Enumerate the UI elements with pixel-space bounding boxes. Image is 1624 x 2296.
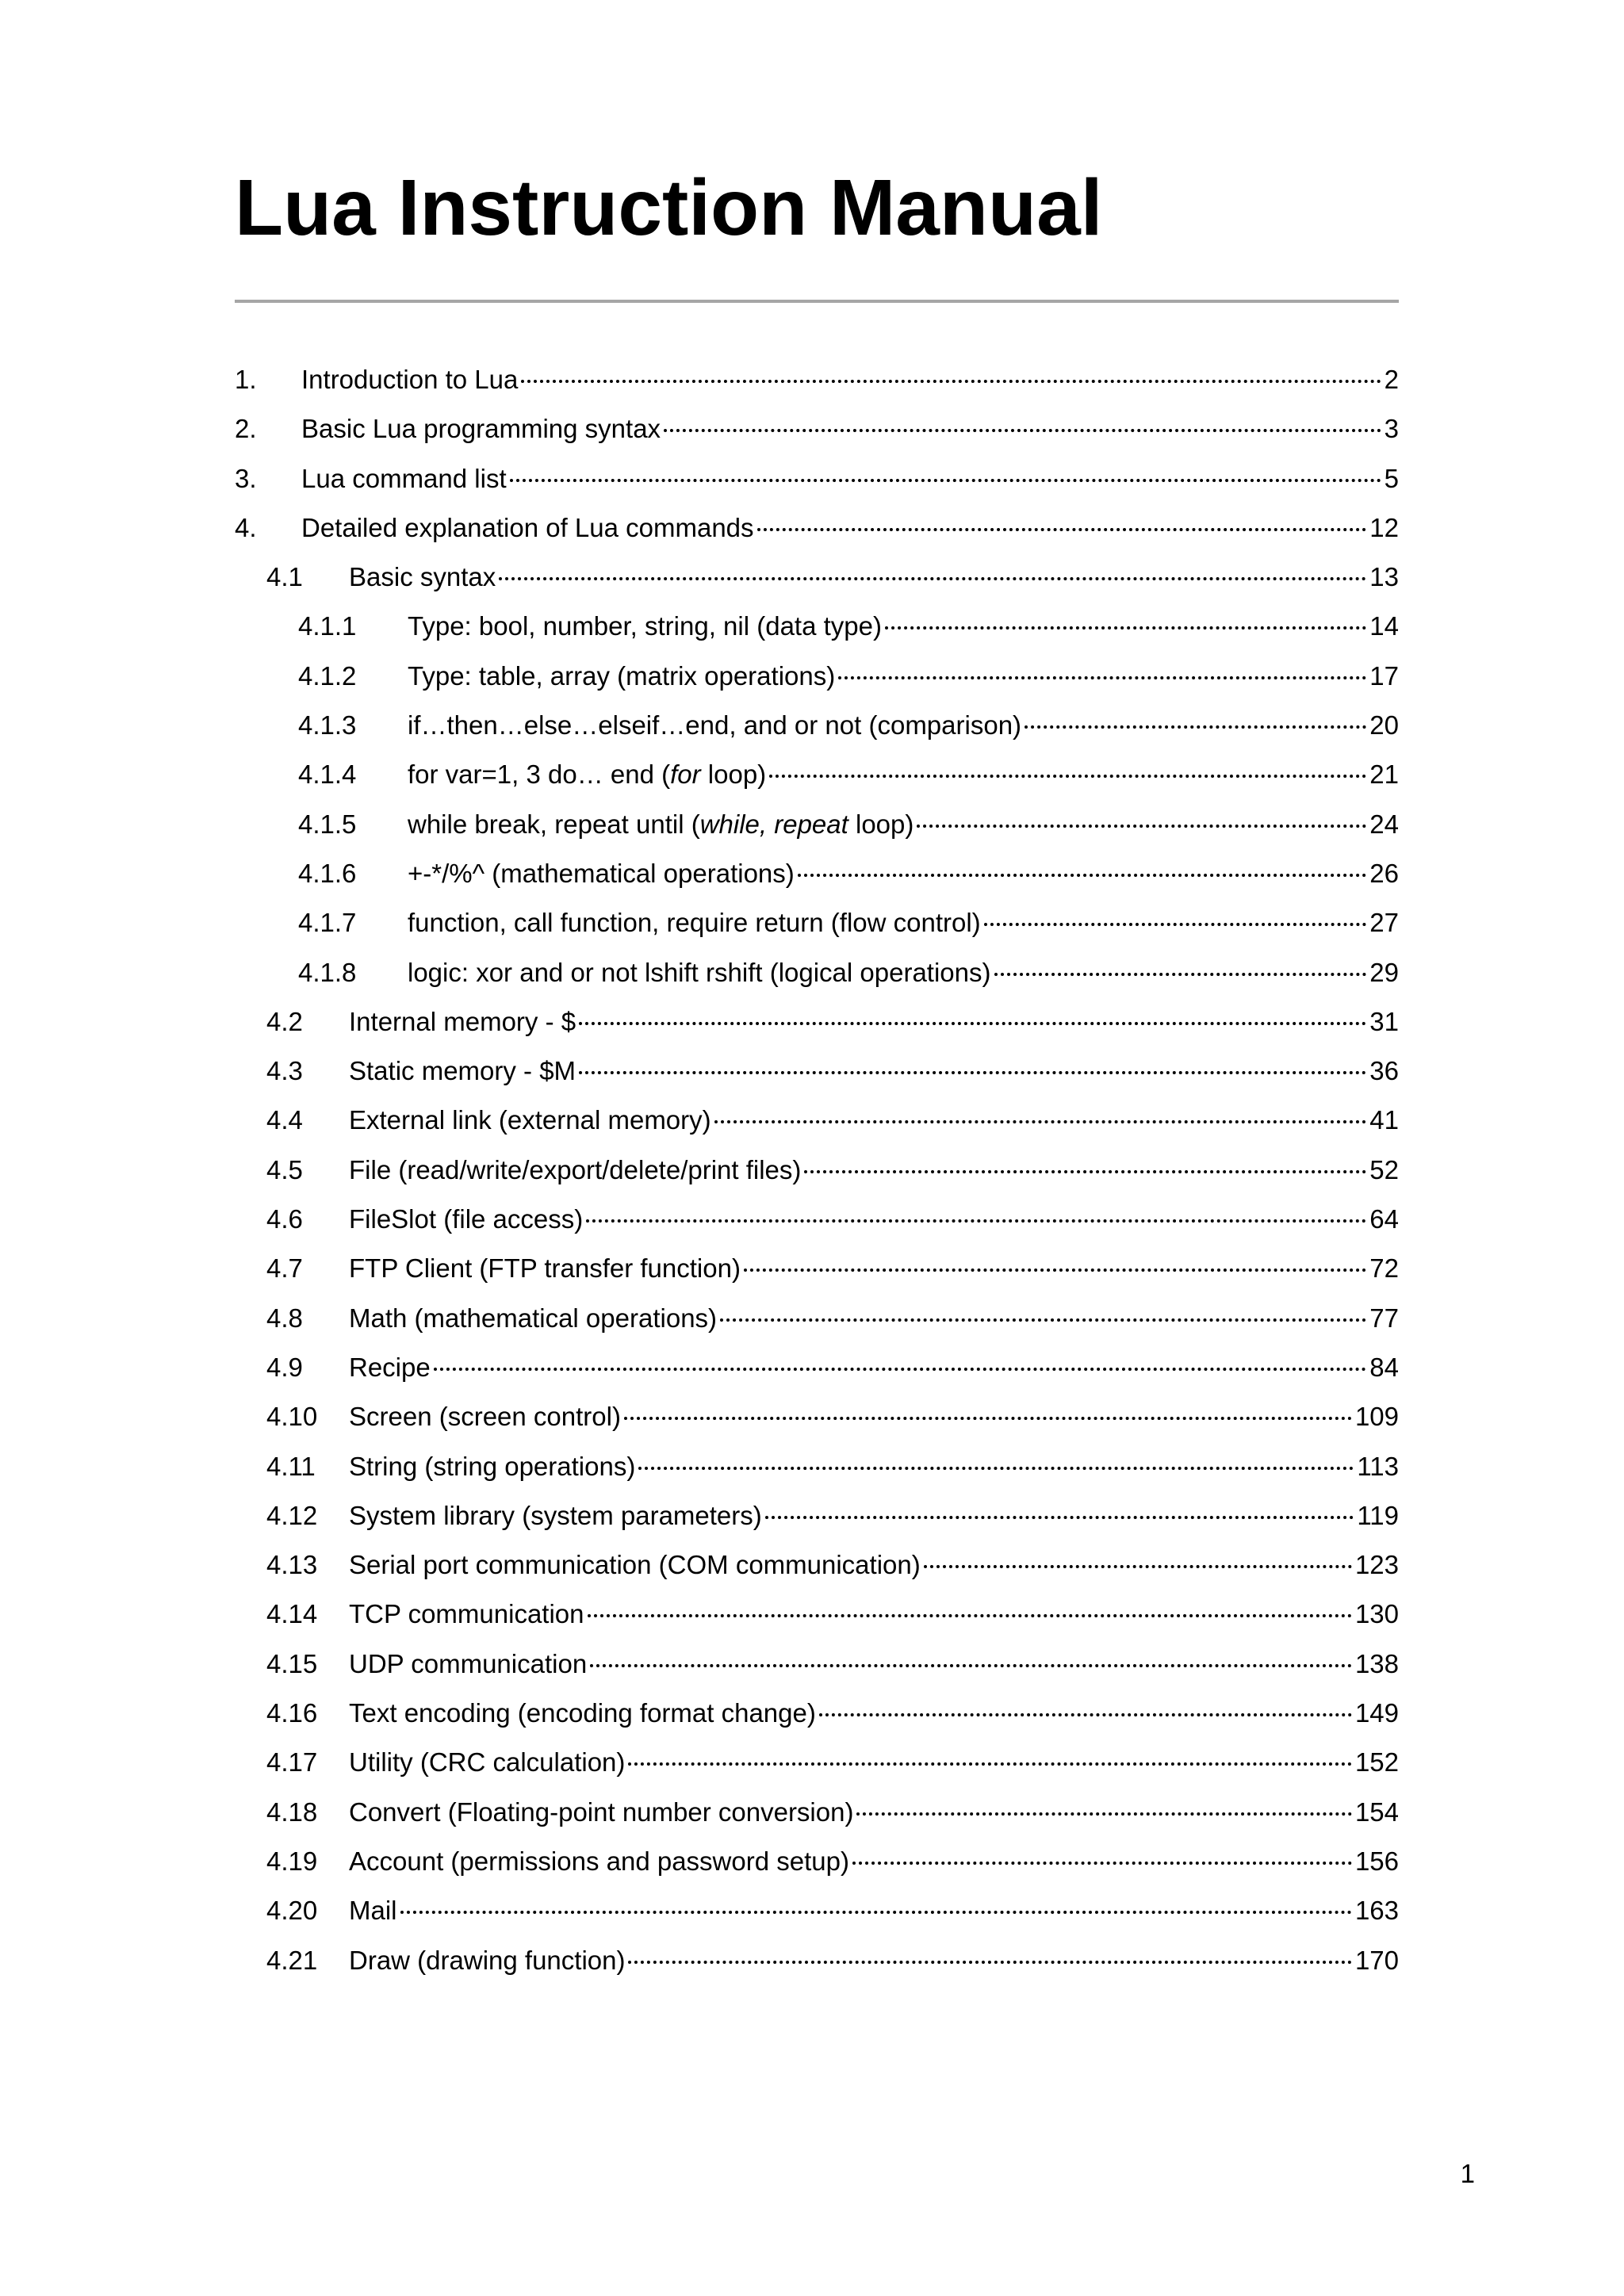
toc-entry-page: 149 xyxy=(1354,1698,1399,1728)
toc-entry-page: 170 xyxy=(1354,1945,1399,1975)
toc-entry-number: 4.19 xyxy=(266,1846,318,1876)
toc-dot-leader xyxy=(400,1911,1352,1914)
toc-entry-number: 1. xyxy=(235,365,257,394)
toc-entry[interactable] xyxy=(235,404,1399,453)
toc-entry-title: String (string operations) xyxy=(349,1451,636,1481)
toc-entry[interactable] xyxy=(235,1096,1399,1145)
toc-entry-page: 138 xyxy=(1354,1648,1399,1678)
toc-entry-page: 152 xyxy=(1354,1747,1399,1777)
toc-entry[interactable] xyxy=(235,997,1399,1047)
toc-entry[interactable] xyxy=(235,1146,1399,1195)
toc-entry[interactable] xyxy=(235,800,1399,849)
toc-dot-leader xyxy=(628,1961,1351,1964)
toc-entry-title: Basic Lua programming syntax xyxy=(301,414,661,444)
toc-entry-number: 4.2 xyxy=(266,1006,303,1036)
toc-entry[interactable] xyxy=(235,1195,1399,1244)
toc-entry[interactable] xyxy=(235,1540,1399,1590)
toc-entry[interactable] xyxy=(235,602,1399,651)
toc-dot-leader xyxy=(624,1417,1352,1420)
toc-dot-leader xyxy=(885,626,1366,629)
toc-entry-number: 4.17 xyxy=(266,1747,318,1777)
toc-entry[interactable] xyxy=(235,553,1399,602)
toc-entry-number: 4.15 xyxy=(266,1648,318,1678)
toc-entry-page: 72 xyxy=(1369,1253,1399,1284)
toc-entry-page: 130 xyxy=(1354,1599,1399,1629)
toc-entry-number: 3. xyxy=(235,463,257,493)
toc-entry-title: Text encoding (encoding format change) xyxy=(349,1698,816,1728)
table-of-contents xyxy=(235,355,1399,1985)
toc-entry[interactable] xyxy=(235,1392,1399,1441)
toc-entry-page: 12 xyxy=(1369,512,1399,542)
toc-dot-leader xyxy=(994,973,1367,976)
toc-dot-leader xyxy=(769,775,1366,778)
toc-entry[interactable] xyxy=(235,652,1399,701)
toc-dot-leader xyxy=(819,1713,1352,1716)
toc-dot-leader xyxy=(579,1071,1366,1074)
toc-dot-leader xyxy=(720,1318,1366,1322)
toc-entry-title: External link (external memory) xyxy=(349,1105,711,1135)
toc-entry[interactable] xyxy=(235,1936,1399,1985)
toc-dot-leader xyxy=(628,1762,1352,1766)
toc-entry[interactable] xyxy=(235,1837,1399,1886)
toc-entry-page: 41 xyxy=(1369,1105,1399,1135)
toc-entry-title: Type: bool, number, string, nil (data type) xyxy=(408,611,882,641)
toc-entry-page: 29 xyxy=(1369,957,1399,987)
toc-entry-title: Serial port communication (COM communication) xyxy=(349,1550,921,1580)
toc-entry-page: 26 xyxy=(1369,858,1399,888)
toc-entry-title: Static memory - $M xyxy=(349,1056,576,1086)
toc-entry-title: Introduction to Lua xyxy=(301,365,519,394)
toc-dot-leader xyxy=(984,923,1367,926)
toc-entry[interactable] xyxy=(235,454,1399,503)
toc-entry-page: 77 xyxy=(1369,1303,1399,1333)
toc-entry-title: TCP communication xyxy=(349,1599,584,1629)
toc-entry-number: 4.7 xyxy=(266,1253,303,1284)
toc-entry-title: Recipe xyxy=(349,1352,431,1382)
toc-entry-page: 119 xyxy=(1357,1500,1399,1530)
toc-entry[interactable] xyxy=(235,1343,1399,1392)
toc-entry-number: 4.11 xyxy=(266,1451,316,1481)
toc-dot-leader xyxy=(804,1170,1366,1173)
toc-entry-page: 109 xyxy=(1354,1402,1399,1432)
toc-entry[interactable] xyxy=(235,849,1399,898)
toc-entry-number: 4.14 xyxy=(266,1599,318,1629)
toc-entry-page: 27 xyxy=(1369,908,1399,938)
page-title: Lua Instruction Manual xyxy=(235,163,1103,252)
toc-entry-number: 4.20 xyxy=(266,1896,318,1926)
toc-entry-page: 31 xyxy=(1369,1006,1399,1036)
toc-dot-leader xyxy=(856,1812,1351,1816)
title-divider xyxy=(235,300,1399,303)
toc-entry-title: Mail xyxy=(349,1896,397,1926)
toc-entry-number: 4.10 xyxy=(266,1402,318,1432)
toc-entry[interactable] xyxy=(235,1788,1399,1837)
toc-dot-leader xyxy=(521,380,1381,383)
toc-entry-page: 13 xyxy=(1369,562,1399,592)
toc-entry-title: FTP Client (FTP transfer function) xyxy=(349,1253,741,1284)
toc-entry-title: for var=1, 3 do… end (for loop) xyxy=(408,760,767,790)
toc-entry-number: 4.6 xyxy=(266,1204,303,1234)
toc-entry-title: Detailed explanation of Lua commands xyxy=(301,512,754,542)
toc-entry[interactable] xyxy=(235,1047,1399,1096)
toc-dot-leader xyxy=(434,1368,1367,1371)
toc-dot-leader xyxy=(838,676,1366,679)
toc-entry-page: 21 xyxy=(1369,760,1399,790)
toc-entry-number: 4.16 xyxy=(266,1698,318,1728)
toc-entry[interactable] xyxy=(235,1640,1399,1689)
toc-entry-number: 4.13 xyxy=(266,1550,318,1580)
toc-entry-number: 4.1.2 xyxy=(298,660,357,691)
toc-entry[interactable] xyxy=(235,355,1399,404)
toc-entry-page: 17 xyxy=(1369,660,1399,691)
toc-entry-number: 4.1.1 xyxy=(298,611,357,641)
toc-entry-page: 14 xyxy=(1369,611,1399,641)
toc-entry[interactable] xyxy=(235,1442,1399,1491)
toc-entry[interactable] xyxy=(235,1491,1399,1540)
toc-dot-leader xyxy=(924,1565,1352,1568)
toc-entry-page: 52 xyxy=(1369,1154,1399,1184)
toc-entry[interactable] xyxy=(235,1738,1399,1787)
toc-entry[interactable] xyxy=(235,898,1399,947)
toc-dot-leader xyxy=(510,479,1381,482)
toc-entry-page: 24 xyxy=(1369,809,1399,839)
toc-entry-page: 36 xyxy=(1369,1056,1399,1086)
toc-entry-number: 4.8 xyxy=(266,1303,303,1333)
toc-entry-number: 4.9 xyxy=(266,1352,303,1382)
toc-entry-title: Basic syntax xyxy=(349,562,496,592)
toc-entry-page: 113 xyxy=(1357,1451,1399,1481)
toc-entry-title: Screen (screen control) xyxy=(349,1402,621,1432)
toc-entry-page: 84 xyxy=(1369,1352,1399,1382)
toc-entry-number: 4.5 xyxy=(266,1154,303,1184)
toc-entry-title: while break, repeat until (while, repeat loop) xyxy=(408,809,914,839)
toc-entry-number: 4.1.8 xyxy=(298,957,357,987)
toc-dot-leader xyxy=(588,1614,1352,1617)
toc-entry[interactable] xyxy=(235,948,1399,997)
toc-entry[interactable] xyxy=(235,1590,1399,1639)
toc-dot-leader xyxy=(714,1120,1367,1123)
toc-entry-title: UDP communication xyxy=(349,1648,588,1678)
toc-entry-number: 4.1 xyxy=(266,562,303,592)
toc-entry-page: 154 xyxy=(1354,1797,1399,1827)
toc-dot-leader xyxy=(917,825,1366,828)
toc-entry-page: 123 xyxy=(1354,1550,1399,1580)
toc-dot-leader xyxy=(798,874,1367,877)
toc-entry-number: 4.3 xyxy=(266,1056,303,1086)
toc-entry-number: 4.1.6 xyxy=(298,858,357,888)
toc-entry-title: Lua command list xyxy=(301,463,507,493)
toc-entry-number: 4. xyxy=(235,512,257,542)
toc-entry-title: Internal memory - $ xyxy=(349,1006,576,1036)
toc-entry-title: Account (permissions and password setup) xyxy=(349,1846,849,1876)
toc-dot-leader xyxy=(765,1516,1354,1519)
toc-entry[interactable] xyxy=(235,1689,1399,1738)
toc-dot-leader xyxy=(590,1664,1352,1667)
toc-dot-leader xyxy=(638,1467,1354,1470)
toc-entry-page: 3 xyxy=(1384,414,1399,444)
toc-entry[interactable] xyxy=(235,1294,1399,1343)
toc-entry-number: 4.4 xyxy=(266,1105,303,1135)
toc-entry-title: logic: xor and or not lshift rshift (logical operations) xyxy=(408,957,991,987)
toc-entry[interactable] xyxy=(235,701,1399,750)
toc-entry-page: 20 xyxy=(1369,710,1399,740)
toc-entry-title: function, call function, require return (flow control) xyxy=(408,908,981,938)
toc-entry-title: Math (mathematical operations) xyxy=(349,1303,718,1333)
toc-entry-title: +-*/%^ (mathematical operations) xyxy=(408,858,795,888)
toc-entry-number: 4.1.7 xyxy=(298,908,357,938)
toc-entry-title: Draw (drawing function) xyxy=(349,1945,626,1975)
toc-entry[interactable] xyxy=(235,750,1399,799)
toc-entry-number: 4.12 xyxy=(266,1500,318,1530)
toc-entry-title: FileSlot (file access) xyxy=(349,1204,584,1234)
toc-entry-number: 4.1.5 xyxy=(298,809,357,839)
toc-entry[interactable] xyxy=(235,503,1399,553)
toc-entry-number: 4.21 xyxy=(266,1945,318,1975)
page-number: 1 xyxy=(1460,2159,1475,2188)
toc-entry-page: 163 xyxy=(1354,1896,1399,1926)
toc-entry-number: 4.1.4 xyxy=(298,760,357,790)
toc-dot-leader xyxy=(664,429,1381,432)
toc-dot-leader xyxy=(744,1269,1366,1272)
toc-entry-title: System library (system parameters) xyxy=(349,1500,762,1530)
toc-dot-leader xyxy=(499,577,1366,580)
toc-dot-leader xyxy=(586,1219,1366,1223)
toc-entry-page: 156 xyxy=(1354,1846,1399,1876)
toc-entry-title: Utility (CRC calculation) xyxy=(349,1747,626,1777)
toc-entry-page: 5 xyxy=(1384,463,1399,493)
toc-entry-title: if…then…else…elseif…end, and or not (comparison) xyxy=(408,710,1022,740)
toc-dot-leader xyxy=(757,528,1367,531)
toc-entry[interactable] xyxy=(235,1886,1399,1935)
toc-entry-title: File (read/write/export/delete/print files) xyxy=(349,1154,802,1184)
toc-entry-number: 4.18 xyxy=(266,1797,318,1827)
toc-entry-page: 64 xyxy=(1369,1204,1399,1234)
toc-entry-title: Type: table, array (matrix operations) xyxy=(408,660,836,691)
toc-entry-number: 2. xyxy=(235,414,257,444)
toc-dot-leader xyxy=(579,1022,1366,1025)
toc-entry-page: 2 xyxy=(1384,365,1399,394)
toc-entry-title: Convert (Floating-point number conversion) xyxy=(349,1797,854,1827)
toc-entry[interactable] xyxy=(235,1244,1399,1293)
toc-dot-leader xyxy=(852,1862,1352,1865)
toc-entry-number: 4.1.3 xyxy=(298,710,357,740)
toc-dot-leader xyxy=(1025,725,1366,729)
